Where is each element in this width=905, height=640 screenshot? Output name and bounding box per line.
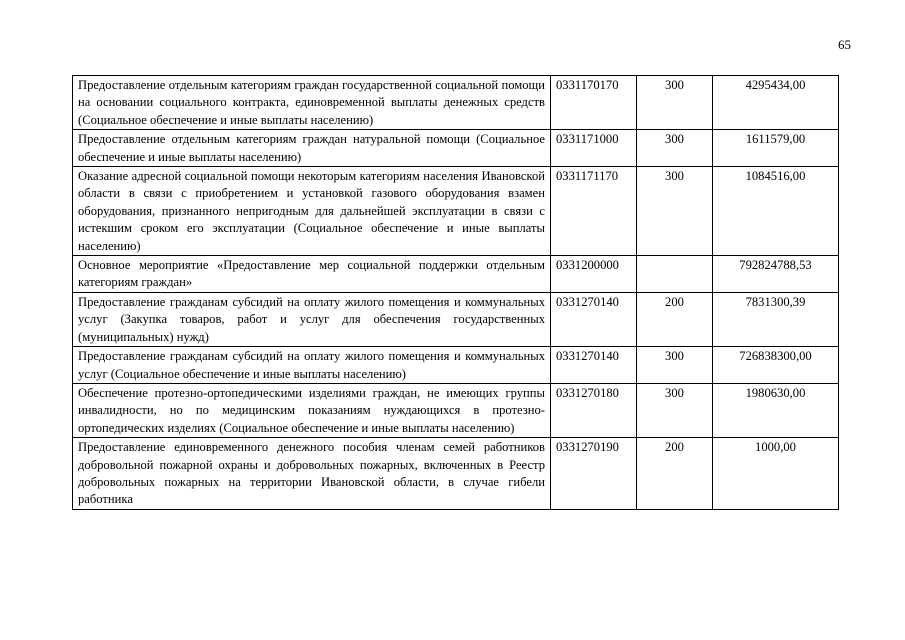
row-amount: 1980630,00 bbox=[713, 383, 839, 437]
row-name: Оказание адресной социальной помощи некоторым категориям населения Ивановской области в связи с приобретением и установкой газового оборудования взамен оборудования, признанного непригодным для дальнейшей эксплуатации в связи с истекшим сроком его эксплуатации (Социальное обеспечение и иные выплаты населению) bbox=[73, 167, 551, 256]
row-name: Основное мероприятие «Предоставление мер социальной поддержки отдельным категориям граждан» bbox=[73, 256, 551, 293]
row-code: 0331270140 bbox=[551, 292, 637, 346]
table-row bbox=[73, 347, 839, 384]
table-row bbox=[73, 76, 839, 130]
row-expense-type: 300 bbox=[637, 76, 713, 130]
row-code: 0331270140 bbox=[551, 347, 637, 384]
row-name: Предоставление отдельным категориям граждан натуральной помощи (Социальное обеспечение и иные выплаты населению) bbox=[73, 130, 551, 167]
row-code: 0331170170 bbox=[551, 76, 637, 130]
row-code: 0331171000 bbox=[551, 130, 637, 167]
row-amount: 4295434,00 bbox=[713, 76, 839, 130]
row-name: Предоставление гражданам субсидий на оплату жилого помещения и коммунальных услуг (Закупка товаров, работ и услуг для обеспечения государственных (муниципальных) нужд) bbox=[73, 292, 551, 346]
row-expense-type bbox=[637, 256, 713, 293]
row-expense-type: 300 bbox=[637, 167, 713, 256]
row-code: 0331270180 bbox=[551, 383, 637, 437]
row-code: 0331200000 bbox=[551, 256, 637, 293]
table-row bbox=[73, 256, 839, 293]
row-code: 0331171170 bbox=[551, 167, 637, 256]
page-number: 65 bbox=[838, 37, 851, 52]
row-amount: 1084516,00 bbox=[713, 167, 839, 256]
row-amount: 726838300,00 bbox=[713, 347, 839, 384]
row-code: 0331270190 bbox=[551, 438, 637, 510]
row-expense-type: 300 bbox=[637, 347, 713, 384]
row-name: Предоставление отдельным категориям граждан государственной социальной помощи на основании социального контракта, единовременной выплаты денежных средств (Социальное обеспечение и иные выплаты населению) bbox=[73, 76, 551, 130]
row-amount: 1611579,00 bbox=[713, 130, 839, 167]
row-expense-type: 300 bbox=[637, 130, 713, 167]
table-row bbox=[73, 130, 839, 167]
row-name: Обеспечение протезно-ортопедическими изделиями граждан, не имеющих группы инвалидности, но по медицинским показаниям нуждающихся в протезно-ортопедических изделиях (Социальное обеспечение и иные выплаты населению) bbox=[73, 383, 551, 437]
row-name: Предоставление единовременного денежного пособия членам семей работников добровольной пожарной охраны и добровольных пожарных, включенных в Реестр добровольных пожарных на территории Ивановской области, в случае гибели работника bbox=[73, 438, 551, 510]
row-amount: 7831300,39 bbox=[713, 292, 839, 346]
row-expense-type: 200 bbox=[637, 292, 713, 346]
row-amount: 792824788,53 bbox=[713, 256, 839, 293]
table-row bbox=[73, 438, 839, 510]
table-row bbox=[73, 292, 839, 346]
row-name: Предоставление гражданам субсидий на оплату жилого помещения и коммунальных услуг (Социальное обеспечение и иные выплаты населению) bbox=[73, 347, 551, 384]
table-row bbox=[73, 383, 839, 437]
table-row bbox=[73, 167, 839, 256]
row-expense-type: 200 bbox=[637, 438, 713, 510]
row-amount: 1000,00 bbox=[713, 438, 839, 510]
row-expense-type: 300 bbox=[637, 383, 713, 437]
budget-table bbox=[72, 75, 839, 510]
